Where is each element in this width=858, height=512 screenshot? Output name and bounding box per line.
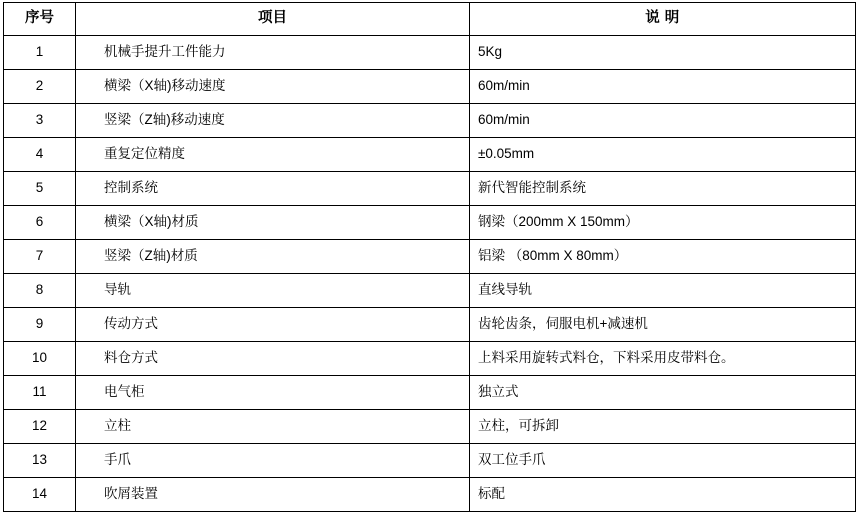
cell-description: 60m/min bbox=[470, 104, 856, 138]
cell-description: 铝梁 （80mm X 80mm） bbox=[470, 240, 856, 274]
table-header-row bbox=[4, 3, 856, 36]
table-body bbox=[4, 36, 856, 512]
cell-description: 新代智能控制系统 bbox=[470, 172, 856, 206]
table-row bbox=[4, 138, 856, 172]
cell-index: 5 bbox=[4, 172, 76, 206]
cell-index: 1 bbox=[4, 36, 76, 70]
cell-index: 6 bbox=[4, 206, 76, 240]
table-row bbox=[4, 342, 856, 376]
cell-item: 传动方式 bbox=[76, 308, 470, 342]
cell-index: 10 bbox=[4, 342, 76, 376]
table-row bbox=[4, 240, 856, 274]
cell-index: 7 bbox=[4, 240, 76, 274]
cell-description: 齿轮齿条，伺服电机+减速机 bbox=[470, 308, 856, 342]
cell-description: 60m/min bbox=[470, 70, 856, 104]
table-row bbox=[4, 274, 856, 308]
table-row bbox=[4, 206, 856, 240]
cell-item: 立柱 bbox=[76, 410, 470, 444]
cell-item: 重复定位精度 bbox=[76, 138, 470, 172]
table-row bbox=[4, 70, 856, 104]
cell-description: 独立式 bbox=[470, 376, 856, 410]
cell-index: 9 bbox=[4, 308, 76, 342]
cell-description: 标配 bbox=[470, 478, 856, 512]
cell-index: 3 bbox=[4, 104, 76, 138]
cell-item: 吹屑装置 bbox=[76, 478, 470, 512]
cell-description: 双工位手爪 bbox=[470, 444, 856, 478]
table-row bbox=[4, 444, 856, 478]
cell-description: 钢梁（200mm X 150mm） bbox=[470, 206, 856, 240]
cell-index: 12 bbox=[4, 410, 76, 444]
table-row bbox=[4, 410, 856, 444]
table-row bbox=[4, 104, 856, 138]
specification-table bbox=[3, 2, 856, 512]
cell-item: 电气柜 bbox=[76, 376, 470, 410]
cell-index: 11 bbox=[4, 376, 76, 410]
cell-item: 竖梁（Z轴)移动速度 bbox=[76, 104, 470, 138]
cell-index: 13 bbox=[4, 444, 76, 478]
table-row bbox=[4, 172, 856, 206]
column-header-item: 项目 bbox=[76, 3, 470, 36]
cell-description: 上料采用旋转式料仓，下料采用皮带料仓。 bbox=[470, 342, 856, 376]
cell-index: 4 bbox=[4, 138, 76, 172]
cell-description: 直线导轨 bbox=[470, 274, 856, 308]
cell-item: 控制系统 bbox=[76, 172, 470, 206]
cell-item: 导轨 bbox=[76, 274, 470, 308]
cell-item: 横梁（X轴)移动速度 bbox=[76, 70, 470, 104]
cell-item: 竖梁（Z轴)材质 bbox=[76, 240, 470, 274]
table-row bbox=[4, 376, 856, 410]
cell-item: 手爪 bbox=[76, 444, 470, 478]
cell-item: 机械手提升工件能力 bbox=[76, 36, 470, 70]
column-header-index: 序号 bbox=[4, 3, 76, 36]
table-row bbox=[4, 308, 856, 342]
cell-index: 8 bbox=[4, 274, 76, 308]
cell-item: 横梁（X轴)材质 bbox=[76, 206, 470, 240]
cell-description: 5Kg bbox=[470, 36, 856, 70]
cell-description: ±0.05mm bbox=[470, 138, 856, 172]
table-row bbox=[4, 478, 856, 512]
cell-description: 立柱，可拆卸 bbox=[470, 410, 856, 444]
table-row bbox=[4, 36, 856, 70]
column-header-description: 说 明 bbox=[470, 3, 856, 36]
cell-index: 2 bbox=[4, 70, 76, 104]
cell-index: 14 bbox=[4, 478, 76, 512]
cell-item: 料仓方式 bbox=[76, 342, 470, 376]
